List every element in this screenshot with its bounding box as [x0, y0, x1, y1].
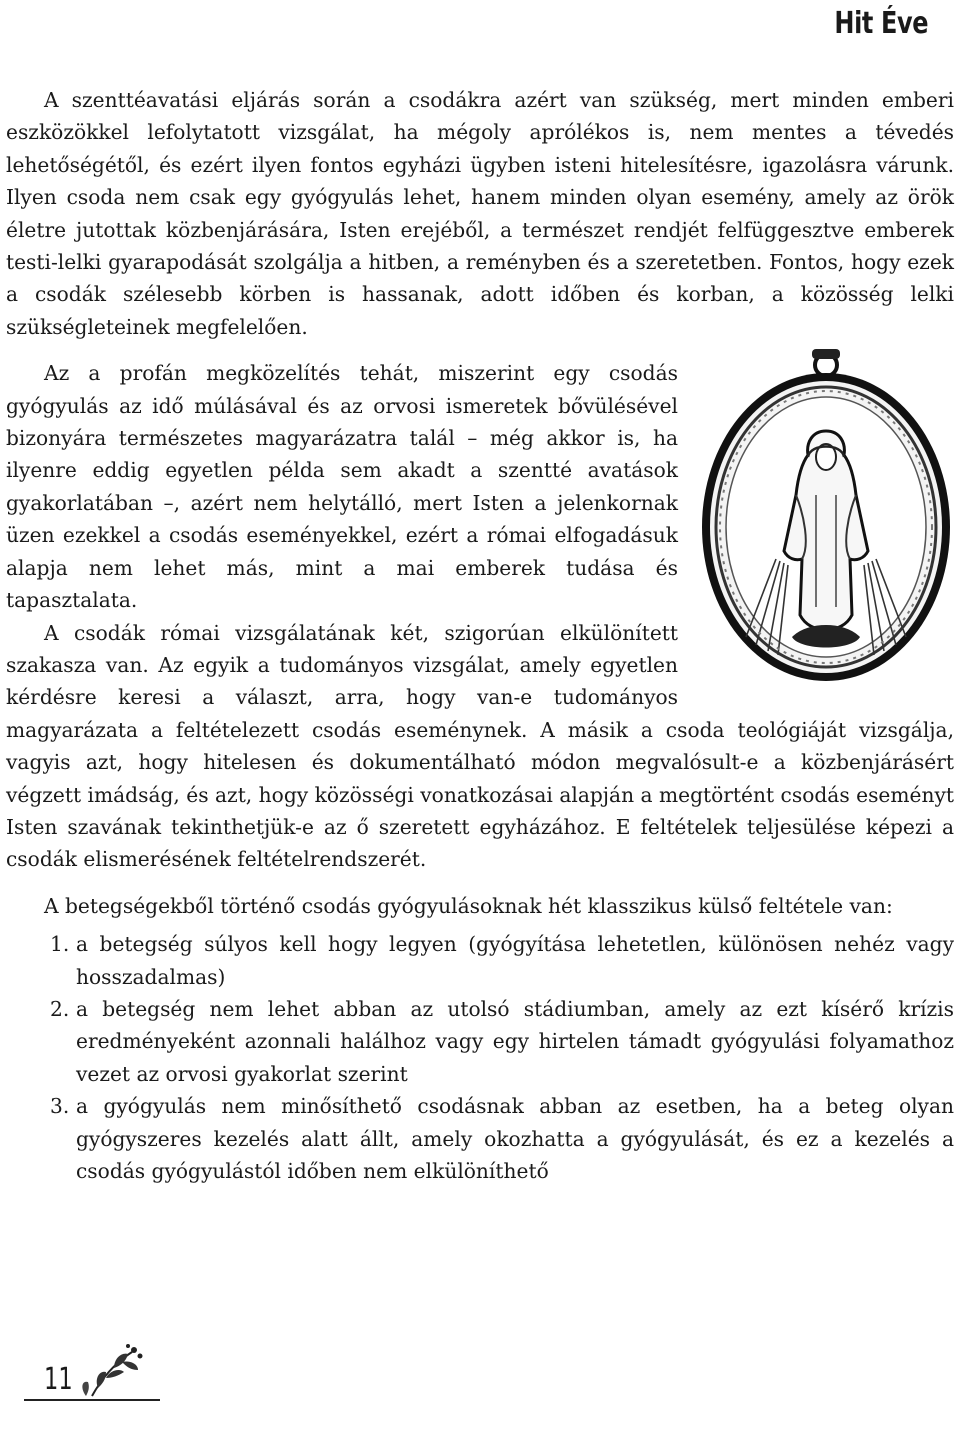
miraculous-medal-illustration [692, 345, 960, 690]
page-footer [10, 1334, 190, 1414]
list-item [6, 928, 954, 993]
list-item-text: a betegség nem lehet abban az utolsó stádiumban, amely az ezt kísérő krízis eredményeként azonnali halálhoz vagy egy hirtelen támadt gyógyulási folyamathoz vezet az orvosi gyakorlat szerint [76, 996, 954, 1086]
body-text [6, 84, 954, 1187]
paragraph-profane-approach: Az a profán megközelítés tehát, miszerint egy csodás gyógyulás az idő múlásával és az orvosi ismeretek bővülésével bizonyára természetes magyarázatra talál – még akkor is, ha ilyenre eddig egyetlen példa sem akadt a szentté avatások gyakorlatában –, azért nem helytálló, mert Isten a jelenkornak üzen ezekkel a csodás eseményekkel, ezért a római elfogadásuk alapja nem lehet más, mint a mai emberek tudása és tapasztalata. [6, 361, 678, 613]
list-item [6, 1090, 954, 1187]
list-item-number: 3. [50, 1094, 70, 1119]
list-item-text: a betegség súlyos kell hogy legyen (gyógyítása lehetetlen, különösen nehéz vagy hosszadalmas) [76, 932, 954, 989]
list-item-number: 1. [50, 932, 70, 957]
paragraph-miracle-purpose: A szenttéavatási eljárás során a csodákra azért van szükség, mert minden emberi eszközökkel lefolytatott vizsgálat, ha mégoly aprólékos is, nem mentes a tévedés lehetőségétől, és ezért ilyen fontos egyházi ügyben isteni hitelesítésre, igazolásra várunk. Ilyen csoda nem csak egy gyógyulás lehet, hanem minden olyan esemény, amely az örök életre jutottak közbenjárására, Isten erejéből, a természet rendjét felfüggesztve emberek testi-lelki gyarapodását szolgálja a hitben, a reményben és a szeretetben. Fontos, hogy ezek a csodák szélesebb körben is hassanak, adott időben és korban, a közösség lelki szükségleteinek megfelelően. [6, 88, 954, 339]
list-item-text: a gyógyulás nem minősíthető csodásnak abban az esetben, ha a beteg olyan gyógyszeres kezelés alatt állt, amely okozhatta a gyógyulását, és ez a kezelés a csodás gyógyulástól időben nem elkülöníthető [76, 1094, 954, 1183]
running-header-title: Hit Éve [834, 6, 928, 41]
paragraph-healing-conditions-intro: A betegségekből történő csodás gyógyulásoknak hét klasszikus külső feltétele van: [44, 893, 893, 918]
paragraph-roman-examination: A csodák római vizsgálatának két, szigorúan elkülönített szakasza van. Az egyik a tudományos vizsgálat, amely egyetlen kérdésre keresi a választ, arra, hogy van-e tudományos magyarázata a feltételezett csodás eseménynek. A másik a csoda teológiáját vizsgálja, vagyis azt, hogy hitelesen és dokumentálható módon megvalósult-e a közbenjárásért végzett imádság, és azt, hogy közösségi vonatkozásai alapján a megtörtént csodás eseményt Isten szavának tekinthetjük-e az ő szeretett egyházához. E feltételek teljesülése képezi a csodák elismerésének feltételrendszerét. [6, 620, 954, 872]
healing-conditions-list [6, 928, 954, 1187]
list-item-number: 2. [50, 996, 70, 1021]
page-number: 11 [44, 1362, 73, 1397]
floral-ornament-icon [10, 1334, 190, 1414]
list-item [6, 993, 954, 1090]
